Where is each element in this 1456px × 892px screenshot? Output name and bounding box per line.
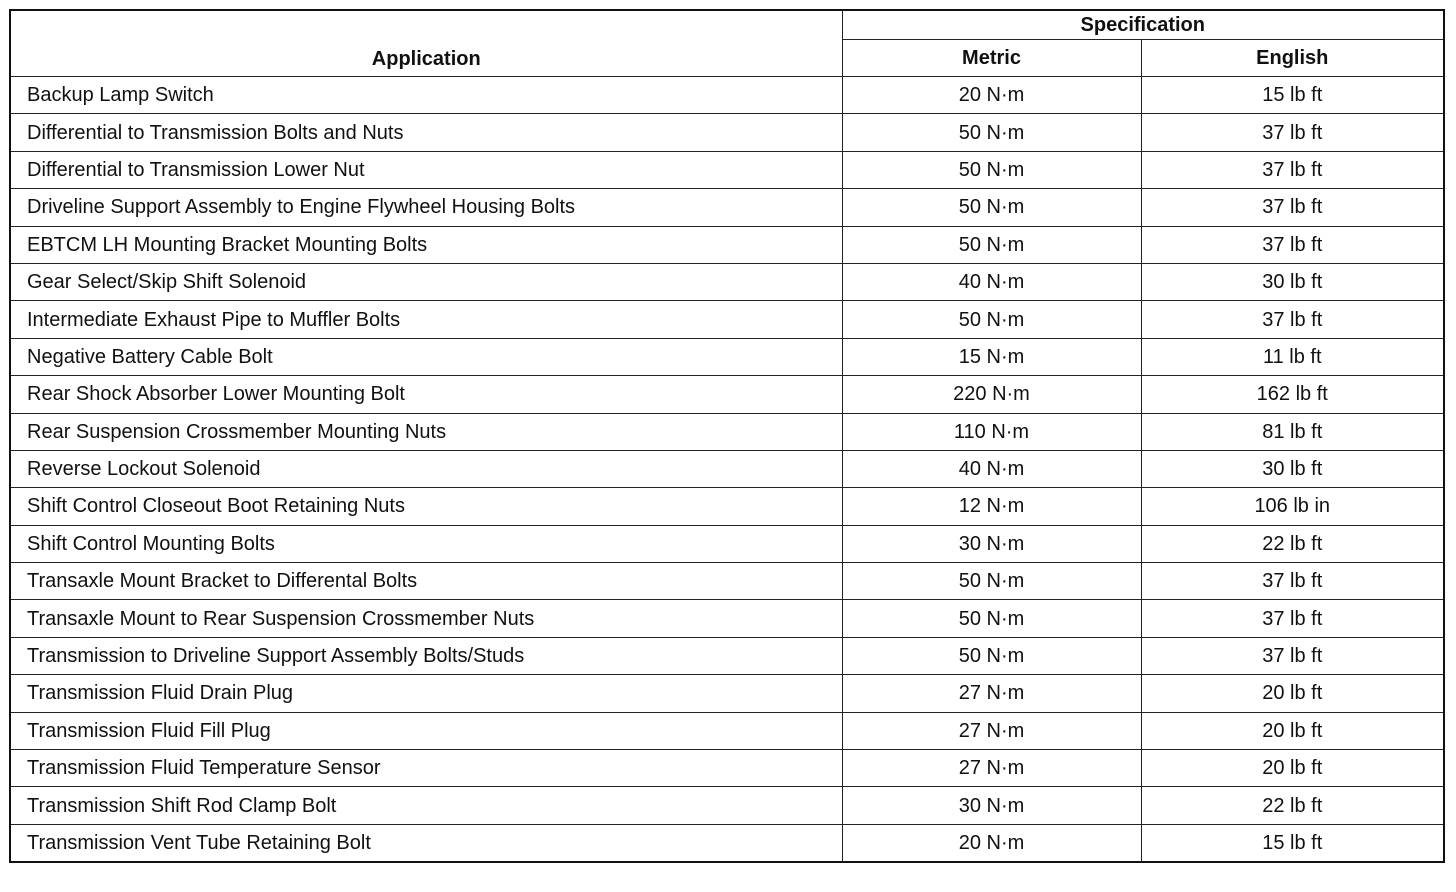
table-row: [10, 263, 1444, 300]
cell-english-value: 37 lb ft: [1141, 563, 1444, 600]
table-row: [10, 787, 1444, 824]
cell-metric-value: 50 N·m: [842, 189, 1141, 226]
cell-metric-value: 40 N·m: [842, 263, 1141, 300]
cell-application: Shift Control Closeout Boot Retaining Nuts: [10, 488, 842, 525]
cell-application: Rear Suspension Crossmember Mounting Nuts: [10, 413, 842, 450]
cell-english-value: 37 lb ft: [1141, 226, 1444, 263]
column-header-metric: Metric: [842, 40, 1141, 77]
cell-application: Negative Battery Cable Bolt: [10, 338, 842, 375]
cell-english-value: 162 lb ft: [1141, 376, 1444, 413]
cell-application: Transmission to Driveline Support Assembly Bolts/Studs: [10, 637, 842, 674]
cell-application: Transmission Fluid Fill Plug: [10, 712, 842, 749]
cell-metric-value: 15 N·m: [842, 338, 1141, 375]
cell-metric-value: 50 N·m: [842, 301, 1141, 338]
cell-application: Transmission Shift Rod Clamp Bolt: [10, 787, 842, 824]
cell-metric-value: 27 N·m: [842, 712, 1141, 749]
cell-english-value: 11 lb ft: [1141, 338, 1444, 375]
cell-english-value: 37 lb ft: [1141, 600, 1444, 637]
table-row: [10, 563, 1444, 600]
column-header-english: English: [1141, 40, 1444, 77]
table-row: [10, 413, 1444, 450]
table-row: [10, 114, 1444, 151]
table-row: [10, 301, 1444, 338]
cell-english-value: 20 lb ft: [1141, 750, 1444, 787]
cell-application: Transaxle Mount to Rear Suspension Crossmember Nuts: [10, 600, 842, 637]
cell-metric-value: 20 N·m: [842, 77, 1141, 114]
table-row: [10, 226, 1444, 263]
cell-english-value: 30 lb ft: [1141, 263, 1444, 300]
table-row: [10, 750, 1444, 787]
cell-english-value: 37 lb ft: [1141, 189, 1444, 226]
table-row: [10, 637, 1444, 674]
table-row: [10, 712, 1444, 749]
cell-metric-value: 27 N·m: [842, 675, 1141, 712]
cell-english-value: 37 lb ft: [1141, 151, 1444, 188]
cell-english-value: 37 lb ft: [1141, 301, 1444, 338]
cell-metric-value: 40 N·m: [842, 450, 1141, 487]
cell-english-value: 15 lb ft: [1141, 824, 1444, 862]
cell-english-value: 20 lb ft: [1141, 712, 1444, 749]
cell-metric-value: 30 N·m: [842, 525, 1141, 562]
cell-metric-value: 50 N·m: [842, 637, 1141, 674]
cell-english-value: 37 lb ft: [1141, 114, 1444, 151]
header-row-top: [10, 10, 1444, 40]
cell-english-value: 30 lb ft: [1141, 450, 1444, 487]
cell-english-value: 22 lb ft: [1141, 787, 1444, 824]
column-header-specification: Specification: [842, 10, 1444, 40]
cell-application: Differential to Transmission Lower Nut: [10, 151, 842, 188]
table-row: [10, 675, 1444, 712]
cell-english-value: 22 lb ft: [1141, 525, 1444, 562]
cell-application: Driveline Support Assembly to Engine Flywheel Housing Bolts: [10, 189, 842, 226]
cell-metric-value: 50 N·m: [842, 563, 1141, 600]
table-row: [10, 450, 1444, 487]
cell-metric-value: 27 N·m: [842, 750, 1141, 787]
cell-english-value: 106 lb in: [1141, 488, 1444, 525]
table-row: [10, 488, 1444, 525]
table-row: [10, 338, 1444, 375]
cell-application: Differential to Transmission Bolts and Nuts: [10, 114, 842, 151]
cell-english-value: 15 lb ft: [1141, 77, 1444, 114]
cell-application: Rear Shock Absorber Lower Mounting Bolt: [10, 376, 842, 413]
cell-application: Gear Select/Skip Shift Solenoid: [10, 263, 842, 300]
cell-metric-value: 50 N·m: [842, 226, 1141, 263]
cell-metric-value: 50 N·m: [842, 114, 1141, 151]
table-row: [10, 151, 1444, 188]
cell-metric-value: 20 N·m: [842, 824, 1141, 862]
cell-metric-value: 30 N·m: [842, 787, 1141, 824]
cell-application: Backup Lamp Switch: [10, 77, 842, 114]
column-header-application: Application: [10, 10, 842, 77]
cell-application: Shift Control Mounting Bolts: [10, 525, 842, 562]
table-row: [10, 189, 1444, 226]
cell-english-value: 81 lb ft: [1141, 413, 1444, 450]
table-row: [10, 376, 1444, 413]
table-header: [10, 10, 1444, 77]
cell-application: Transaxle Mount Bracket to Differental Bolts: [10, 563, 842, 600]
cell-application: Transmission Fluid Drain Plug: [10, 675, 842, 712]
cell-metric-value: 50 N·m: [842, 600, 1141, 637]
cell-application: EBTCM LH Mounting Bracket Mounting Bolts: [10, 226, 842, 263]
cell-application: Transmission Fluid Temperature Sensor: [10, 750, 842, 787]
table-row: [10, 600, 1444, 637]
cell-application: Intermediate Exhaust Pipe to Muffler Bolts: [10, 301, 842, 338]
table-row: [10, 824, 1444, 862]
table-body: [10, 77, 1444, 863]
table-row: [10, 525, 1444, 562]
table-row: [10, 77, 1444, 114]
cell-metric-value: 110 N·m: [842, 413, 1141, 450]
cell-application: Transmission Vent Tube Retaining Bolt: [10, 824, 842, 862]
cell-metric-value: 12 N·m: [842, 488, 1141, 525]
cell-metric-value: 50 N·m: [842, 151, 1141, 188]
cell-english-value: 37 lb ft: [1141, 637, 1444, 674]
cell-application: Reverse Lockout Solenoid: [10, 450, 842, 487]
cell-english-value: 20 lb ft: [1141, 675, 1444, 712]
fastener-spec-table: [9, 9, 1445, 863]
cell-metric-value: 220 N·m: [842, 376, 1141, 413]
